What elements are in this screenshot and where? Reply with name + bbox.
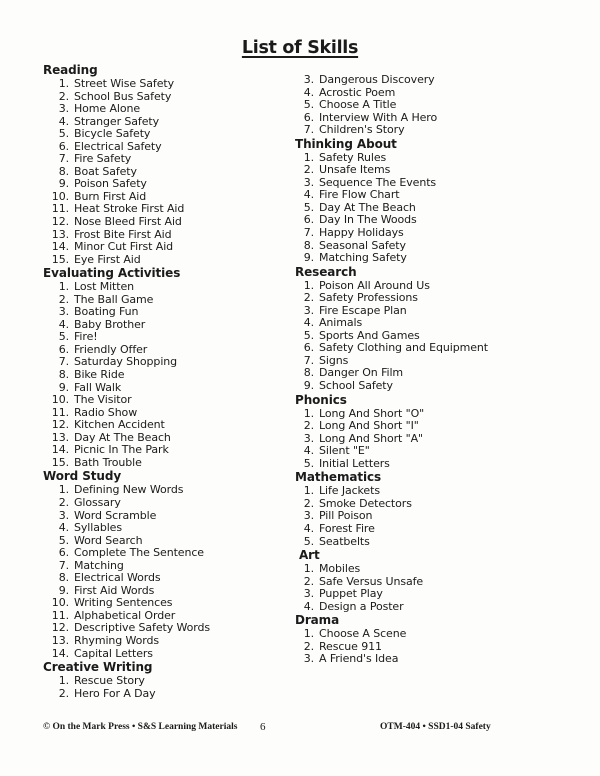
section-mathematics [295, 470, 555, 548]
item-number: 2. [303, 163, 314, 177]
item-number: 2. [303, 574, 314, 588]
item-label: Forest Fire [319, 521, 375, 535]
list-item [295, 227, 555, 240]
skill-list [295, 628, 555, 666]
list-item [43, 444, 293, 457]
item-number: 15. [51, 252, 69, 266]
list-item [295, 536, 555, 549]
section-art [295, 548, 555, 613]
page-number: 6 [260, 721, 266, 733]
list-item [43, 153, 293, 166]
item-label: Syllables [74, 521, 122, 535]
item-number: 4. [303, 444, 314, 458]
skill-list [295, 485, 555, 548]
item-number: 2. [58, 89, 69, 103]
item-number: 8. [58, 164, 69, 178]
item-label: Frost Bite First Aid [74, 227, 172, 241]
item-number: 6. [303, 341, 314, 355]
item-number: 14. [51, 646, 69, 660]
item-label: The Ball Game [74, 292, 154, 306]
section-evaluating-activities [43, 266, 293, 469]
item-label: Word Scramble [74, 508, 157, 522]
item-label: Lost Mitten [74, 280, 135, 294]
item-label: Signs [319, 353, 349, 367]
item-number: 10. [51, 393, 69, 407]
item-label: Design a Poster [319, 599, 404, 613]
item-number: 1. [58, 77, 69, 90]
list-item [43, 675, 293, 688]
item-number: 5. [303, 200, 314, 214]
list-item [295, 74, 555, 87]
item-number: 3. [303, 303, 314, 317]
list-item [43, 522, 293, 535]
item-number: 2. [303, 419, 314, 433]
item-number: 5. [58, 533, 69, 547]
item-label: Burn First Aid [74, 189, 147, 203]
item-label: Animals [319, 316, 363, 330]
item-label: Minor Cut First Aid [74, 240, 174, 254]
item-number: 1. [303, 406, 314, 420]
item-label: Glossary [74, 495, 121, 509]
section-reading [43, 63, 293, 266]
skill-list [43, 281, 293, 469]
list-item [295, 380, 555, 393]
item-number: 5. [58, 127, 69, 141]
item-number: 1. [58, 280, 69, 294]
item-number: 3. [303, 652, 314, 666]
list-item [295, 99, 555, 112]
item-label: Day At The Beach [74, 430, 171, 444]
item-label: Long And Short "I" [319, 419, 419, 433]
list-item [43, 306, 293, 319]
list-item [295, 292, 555, 305]
item-number: 11. [51, 202, 69, 216]
item-number: 7. [303, 226, 314, 240]
item-number: 10. [51, 189, 69, 203]
item-label: Seatbelts [319, 534, 370, 548]
item-number: 6. [58, 342, 69, 356]
item-label: Rescue 911 [319, 639, 382, 653]
item-number: 4. [303, 521, 314, 535]
section-research [295, 265, 555, 393]
item-label: Bicycle Safety [74, 127, 151, 141]
item-number: 14. [51, 443, 69, 457]
item-label: Street Wise Safety [74, 77, 174, 90]
list-item [295, 317, 555, 330]
item-number: 4. [58, 317, 69, 331]
item-label: Baby Brother [74, 317, 146, 331]
item-label: Radio Show [74, 405, 138, 419]
item-number: 2. [303, 291, 314, 305]
item-label: Matching [74, 558, 124, 572]
item-number: 7. [303, 123, 314, 137]
item-label: A Friend's Idea [319, 652, 399, 666]
skill-list [295, 74, 555, 137]
item-label: Safety Clothing and Equipment [319, 341, 488, 355]
item-label: Unsafe Items [319, 163, 391, 177]
list-item [43, 648, 293, 661]
item-label: Bath Trouble [74, 455, 142, 469]
item-number: 12. [51, 621, 69, 635]
footer-copyright: © On the Mark Press • S&S Learning Materials [43, 722, 238, 732]
item-number: 5. [303, 456, 314, 470]
item-label: Happy Holidays [319, 226, 404, 240]
item-number: 15. [51, 455, 69, 469]
item-label: Electrical Safety [74, 139, 162, 153]
item-label: Matching Safety [319, 251, 407, 265]
item-number: 3. [303, 509, 314, 523]
section-heading: Art [299, 548, 320, 563]
item-label: Smoke Detectors [319, 496, 412, 510]
skill-list [43, 78, 293, 266]
skill-list [295, 152, 555, 265]
item-label: Defining New Words [74, 483, 184, 497]
list-item [43, 635, 293, 648]
list-item [43, 369, 293, 382]
list-item [295, 164, 555, 177]
item-number: 3. [303, 431, 314, 445]
item-label: Saturday Shopping [74, 355, 178, 369]
page-title-text: List of Skills [241, 38, 359, 58]
item-number: 2. [303, 496, 314, 510]
item-label: Rhyming Words [74, 633, 160, 647]
item-number: 13. [51, 227, 69, 241]
list-item [43, 216, 293, 229]
item-label: Fire! [74, 330, 98, 344]
item-label: Complete The Sentence [74, 546, 204, 560]
item-label: Writing Sentences [74, 596, 173, 610]
item-label: Fire Escape Plan [319, 303, 407, 317]
item-number: 7. [58, 355, 69, 369]
skill-list [295, 563, 555, 613]
list-item [43, 457, 293, 470]
item-label: Nose Bleed First Aid [74, 215, 182, 229]
item-label: Mobiles [319, 562, 361, 576]
list-item [43, 688, 293, 701]
item-label: Life Jackets [319, 484, 380, 498]
page-title [0, 38, 600, 58]
list-item [43, 128, 293, 141]
item-label: Electrical Words [74, 571, 161, 585]
item-number: 4. [303, 599, 314, 613]
item-number: 10. [51, 596, 69, 610]
item-number: 4. [58, 521, 69, 535]
item-label: Fire Safety [74, 152, 132, 166]
item-label: Day At The Beach [319, 200, 416, 214]
item-number: 13. [51, 633, 69, 647]
section-creative-writing-continued [295, 74, 555, 137]
list-item [43, 497, 293, 510]
list-item [295, 445, 555, 458]
item-number: 2. [58, 292, 69, 306]
item-number: 5. [303, 534, 314, 548]
item-label: Fall Walk [74, 380, 122, 394]
list-item [295, 653, 555, 666]
section-drama [295, 613, 555, 666]
list-item [295, 588, 555, 601]
list-item [43, 103, 293, 116]
item-number: 1. [303, 278, 314, 292]
item-number: 1. [303, 150, 314, 164]
item-number: 9. [303, 379, 314, 393]
section-heading: Drama [295, 613, 340, 628]
item-number: 8. [303, 366, 314, 380]
list-item [43, 281, 293, 294]
item-number: 3. [303, 175, 314, 189]
section-heading: Evaluating Activities [43, 266, 181, 281]
list-item [43, 572, 293, 585]
item-number: 3. [58, 305, 69, 319]
item-label: Interview With A Hero [319, 110, 438, 124]
item-number: 7. [303, 353, 314, 367]
item-label: Day In The Woods [319, 213, 417, 227]
item-number: 12. [51, 215, 69, 229]
list-item [43, 78, 293, 91]
item-label: Long And Short "O" [319, 406, 425, 420]
item-label: Capital Letters [74, 646, 153, 660]
item-number: 9. [303, 251, 314, 265]
item-number: 8. [58, 571, 69, 585]
item-label: First Aid Words [74, 583, 155, 597]
item-label: Descriptive Safety Words [74, 621, 211, 635]
item-label: Initial Letters [319, 456, 390, 470]
item-label: Friendly Offer [74, 342, 148, 356]
section-thinking-about [295, 137, 555, 265]
item-number: 3. [58, 102, 69, 116]
item-label: Picnic In The Park [74, 443, 169, 457]
section-heading: Phonics [295, 392, 347, 407]
item-label: Silent "E" [319, 444, 370, 458]
item-label: Poison Safety [74, 177, 147, 191]
item-label: Long And Short "A" [319, 431, 423, 445]
item-number: 5. [303, 328, 314, 342]
skill-list [43, 675, 293, 700]
footer-product-code: OTM-404 • SSD1-04 Safety [380, 722, 491, 732]
item-number: 2. [58, 686, 69, 700]
list-item [295, 628, 555, 641]
item-label: Puppet Play [319, 587, 383, 601]
list-item [295, 563, 555, 576]
item-number: 4. [303, 188, 314, 202]
item-label: Sports And Games [319, 328, 420, 342]
item-number: 11. [51, 608, 69, 622]
item-number: 3. [58, 508, 69, 522]
list-item [43, 419, 293, 432]
section-heading: Mathematics [295, 470, 382, 485]
section-heading: Reading [43, 63, 98, 77]
item-number: 6. [58, 139, 69, 153]
item-label: Heat Stroke First Aid [74, 202, 185, 216]
skill-list [295, 408, 555, 471]
list-item [295, 124, 555, 137]
item-number: 6. [303, 110, 314, 124]
item-number: 8. [58, 368, 69, 382]
item-label: Boat Safety [74, 164, 137, 178]
item-number: 3. [303, 587, 314, 601]
item-label: Eye First Aid [74, 252, 141, 266]
item-number: 13. [51, 430, 69, 444]
item-label: Choose A Title [319, 98, 397, 112]
item-number: 5. [303, 98, 314, 112]
item-label: Rescue Story [74, 674, 145, 688]
item-number: 2. [58, 495, 69, 509]
list-item [295, 523, 555, 536]
item-label: The Visitor [74, 393, 132, 407]
item-number: 1. [58, 674, 69, 688]
skill-list [295, 280, 555, 393]
item-label: Dangerous Discovery [319, 73, 435, 86]
item-number: 9. [58, 380, 69, 394]
item-label: Danger On Film [319, 366, 404, 380]
item-number: 14. [51, 240, 69, 254]
list-item [43, 394, 293, 407]
section-heading: Word Study [43, 469, 122, 484]
item-label: Stranger Safety [74, 114, 159, 128]
item-number: 4. [303, 85, 314, 99]
item-number: 5. [58, 330, 69, 344]
item-label: Acrostic Poem [319, 85, 396, 99]
item-number: 4. [303, 316, 314, 330]
item-label: Safe Versus Unsafe [319, 574, 424, 588]
item-number: 9. [58, 177, 69, 191]
item-number: 8. [303, 238, 314, 252]
item-label: Fire Flow Chart [319, 188, 400, 202]
item-number: 3. [303, 73, 314, 86]
list-item [295, 252, 555, 265]
list-item [295, 420, 555, 433]
item-number: 7. [58, 558, 69, 572]
item-label: Word Search [74, 533, 143, 547]
section-creative-writing [43, 660, 293, 700]
item-number: 9. [58, 583, 69, 597]
item-number: 1. [303, 627, 314, 641]
item-label: Seasonal Safety [319, 238, 406, 252]
list-item [295, 601, 555, 614]
item-label: Sequence The Events [319, 175, 437, 189]
item-number: 7. [58, 152, 69, 166]
item-label: Hero For A Day [74, 686, 156, 700]
item-label: School Bus Safety [74, 89, 172, 103]
item-label: Safety Rules [319, 150, 387, 164]
section-phonics [295, 393, 555, 471]
item-number: 1. [58, 483, 69, 497]
item-number: 4. [58, 114, 69, 128]
list-item [43, 254, 293, 267]
list-item [43, 241, 293, 254]
item-label: Boating Fun [74, 305, 139, 319]
item-number: 2. [303, 639, 314, 653]
item-number: 6. [58, 546, 69, 560]
item-label: Poison All Around Us [319, 278, 430, 292]
page-footer [0, 722, 600, 736]
list-item [43, 597, 293, 610]
item-number: 11. [51, 405, 69, 419]
item-label: Home Alone [74, 102, 141, 116]
item-label: Alphabetical Order [74, 608, 176, 622]
item-label: Choose A Scene [319, 627, 407, 641]
section-heading: Research [295, 264, 357, 279]
item-label: Bike Ride [74, 368, 125, 382]
item-number: 12. [51, 418, 69, 432]
skill-list [43, 484, 293, 660]
left-column [43, 63, 293, 700]
item-number: 1. [303, 484, 314, 498]
item-label: Children's Story [319, 123, 405, 137]
right-column [295, 74, 555, 666]
item-number: 6. [303, 213, 314, 227]
item-label: Safety Professions [319, 291, 418, 305]
item-label: Kitchen Accident [74, 418, 165, 432]
list-item [295, 485, 555, 498]
section-word-study [43, 469, 293, 660]
section-heading: Creative Writing [43, 660, 153, 675]
item-label: School Safety [319, 379, 393, 393]
item-number: 1. [303, 562, 314, 576]
section-heading: Thinking About [295, 136, 397, 151]
list-item [295, 458, 555, 471]
item-label: Pill Poison [319, 509, 373, 523]
list-item [43, 547, 293, 560]
